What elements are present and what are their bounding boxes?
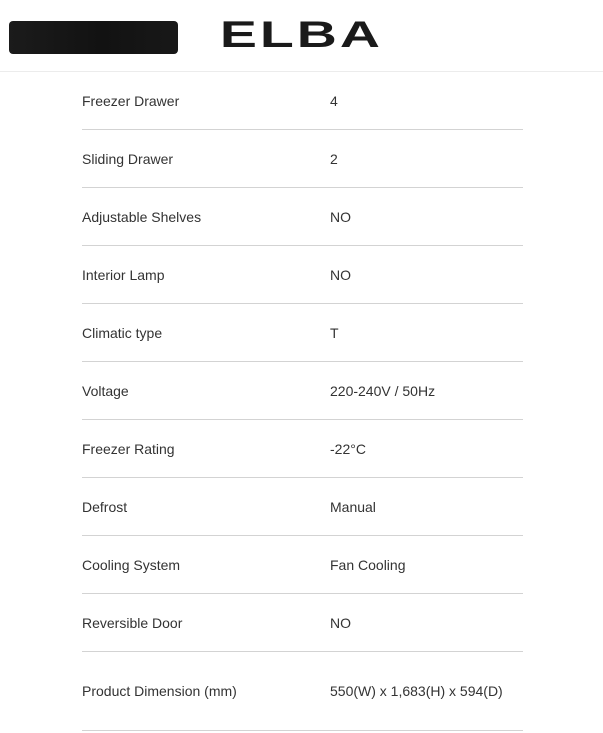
spec-value: Manual (330, 498, 376, 515)
spec-row (82, 362, 523, 420)
spec-row (82, 478, 523, 536)
spec-value: NO (330, 266, 351, 283)
spec-label: Freezer Rating (82, 440, 175, 457)
header (0, 0, 603, 72)
spec-label: Reversible Door (82, 614, 183, 631)
spec-row (82, 536, 523, 594)
spec-value: NO (330, 208, 351, 225)
spec-label: Product Dimension (mm) (82, 683, 237, 699)
spec-row (82, 130, 523, 188)
spec-row (82, 652, 523, 731)
spec-row (82, 72, 523, 130)
brand-logo-elba: ELBA (219, 14, 384, 55)
spec-label: Climatic type (82, 324, 163, 341)
spec-row (82, 420, 523, 478)
spec-label: Interior Lamp (82, 266, 165, 283)
spec-value: Fan Cooling (330, 556, 406, 573)
spec-row (82, 594, 523, 652)
spec-value: 2 (330, 150, 338, 167)
spec-row (82, 304, 523, 362)
spec-table (82, 72, 523, 731)
spec-row (82, 246, 523, 304)
logo-redaction-bar (9, 21, 178, 54)
spec-row (82, 188, 523, 246)
spec-value: 220-240V / 50Hz (330, 382, 436, 399)
spec-label: Cooling System (82, 556, 181, 573)
spec-value: NO (330, 614, 351, 631)
spec-value: 550(W) x 1,683(H) x 594(D) (330, 683, 503, 699)
spec-label: Defrost (82, 498, 128, 515)
spec-label: Freezer Drawer (82, 92, 180, 109)
spec-value: 4 (330, 92, 338, 109)
spec-label: Voltage (82, 382, 129, 399)
spec-value: T (330, 324, 339, 341)
spec-value: -22°C (330, 440, 366, 457)
spec-label: Adjustable Shelves (82, 208, 202, 225)
spec-label: Sliding Drawer (82, 150, 174, 167)
